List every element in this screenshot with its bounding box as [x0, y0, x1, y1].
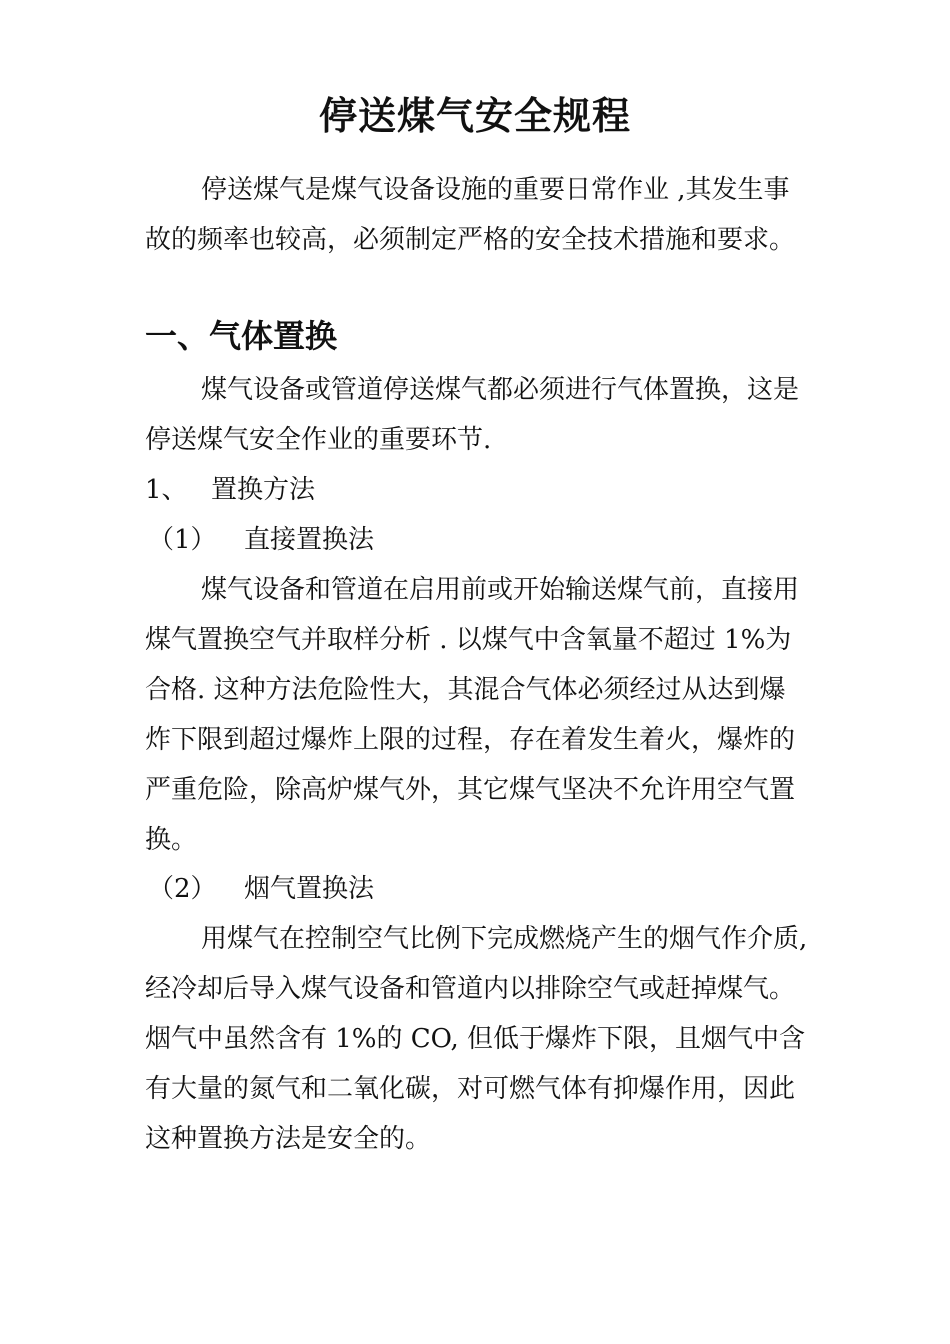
- intro-paragraph: 停送煤气是煤气设备设施的重要日常作业 ,其发生事故的频率也较高，必须制定严格的安全技术措施和要求。: [145, 175, 796, 255]
- document-title: 停送煤气安全规程: [318, 94, 631, 138]
- sub-item-direct-replacement: [148, 515, 374, 565]
- sub-item-label: 烟气置换法: [244, 874, 375, 904]
- list-item-label: 置换方法: [211, 475, 316, 505]
- sub-item-number: （2）: [148, 874, 217, 904]
- list-item-replacement-method: [145, 465, 315, 515]
- sub-item-number: （1）: [148, 525, 217, 555]
- flue-gas-replacement-paragraph: 用煤气在控制空气比例下完成燃烧产生的烟气作介质, 经冷却后导入煤气设备和管道内以排除空气或赶掉煤气。烟气中虽然含有 1%的 CO, 但低于爆炸下限，且烟气中含有大量的氮气和二氧化碳，对可燃气体有抑爆作用，因此这种置换方法是安全的。: [145, 924, 808, 1154]
- sub-item-label: 直接置换法: [244, 525, 375, 555]
- list-item-number: 1、: [145, 475, 188, 505]
- section-heading-gas-replacement: 一、气体置换: [145, 317, 338, 355]
- section-intro-paragraph: 煤气设备或管道停送煤气都必须进行气体置换，这是停送煤气安全作业的重要环节.: [145, 375, 800, 455]
- sub-item-flue-gas-replacement: [148, 864, 374, 914]
- direct-replacement-paragraph: 煤气设备和管道在启用前或开始输送煤气前，直接用煤气置换空气并取样分析 . 以煤气中含氧量不超过 1%为合格. 这种方法危险性大，其混合气体必须经过从达到爆炸下限到超过爆炸上限的过程，存在着发生着火，爆炸的严重危险，除高炉煤气外，其它煤气坚决不允许用空气置换。: [145, 575, 800, 855]
